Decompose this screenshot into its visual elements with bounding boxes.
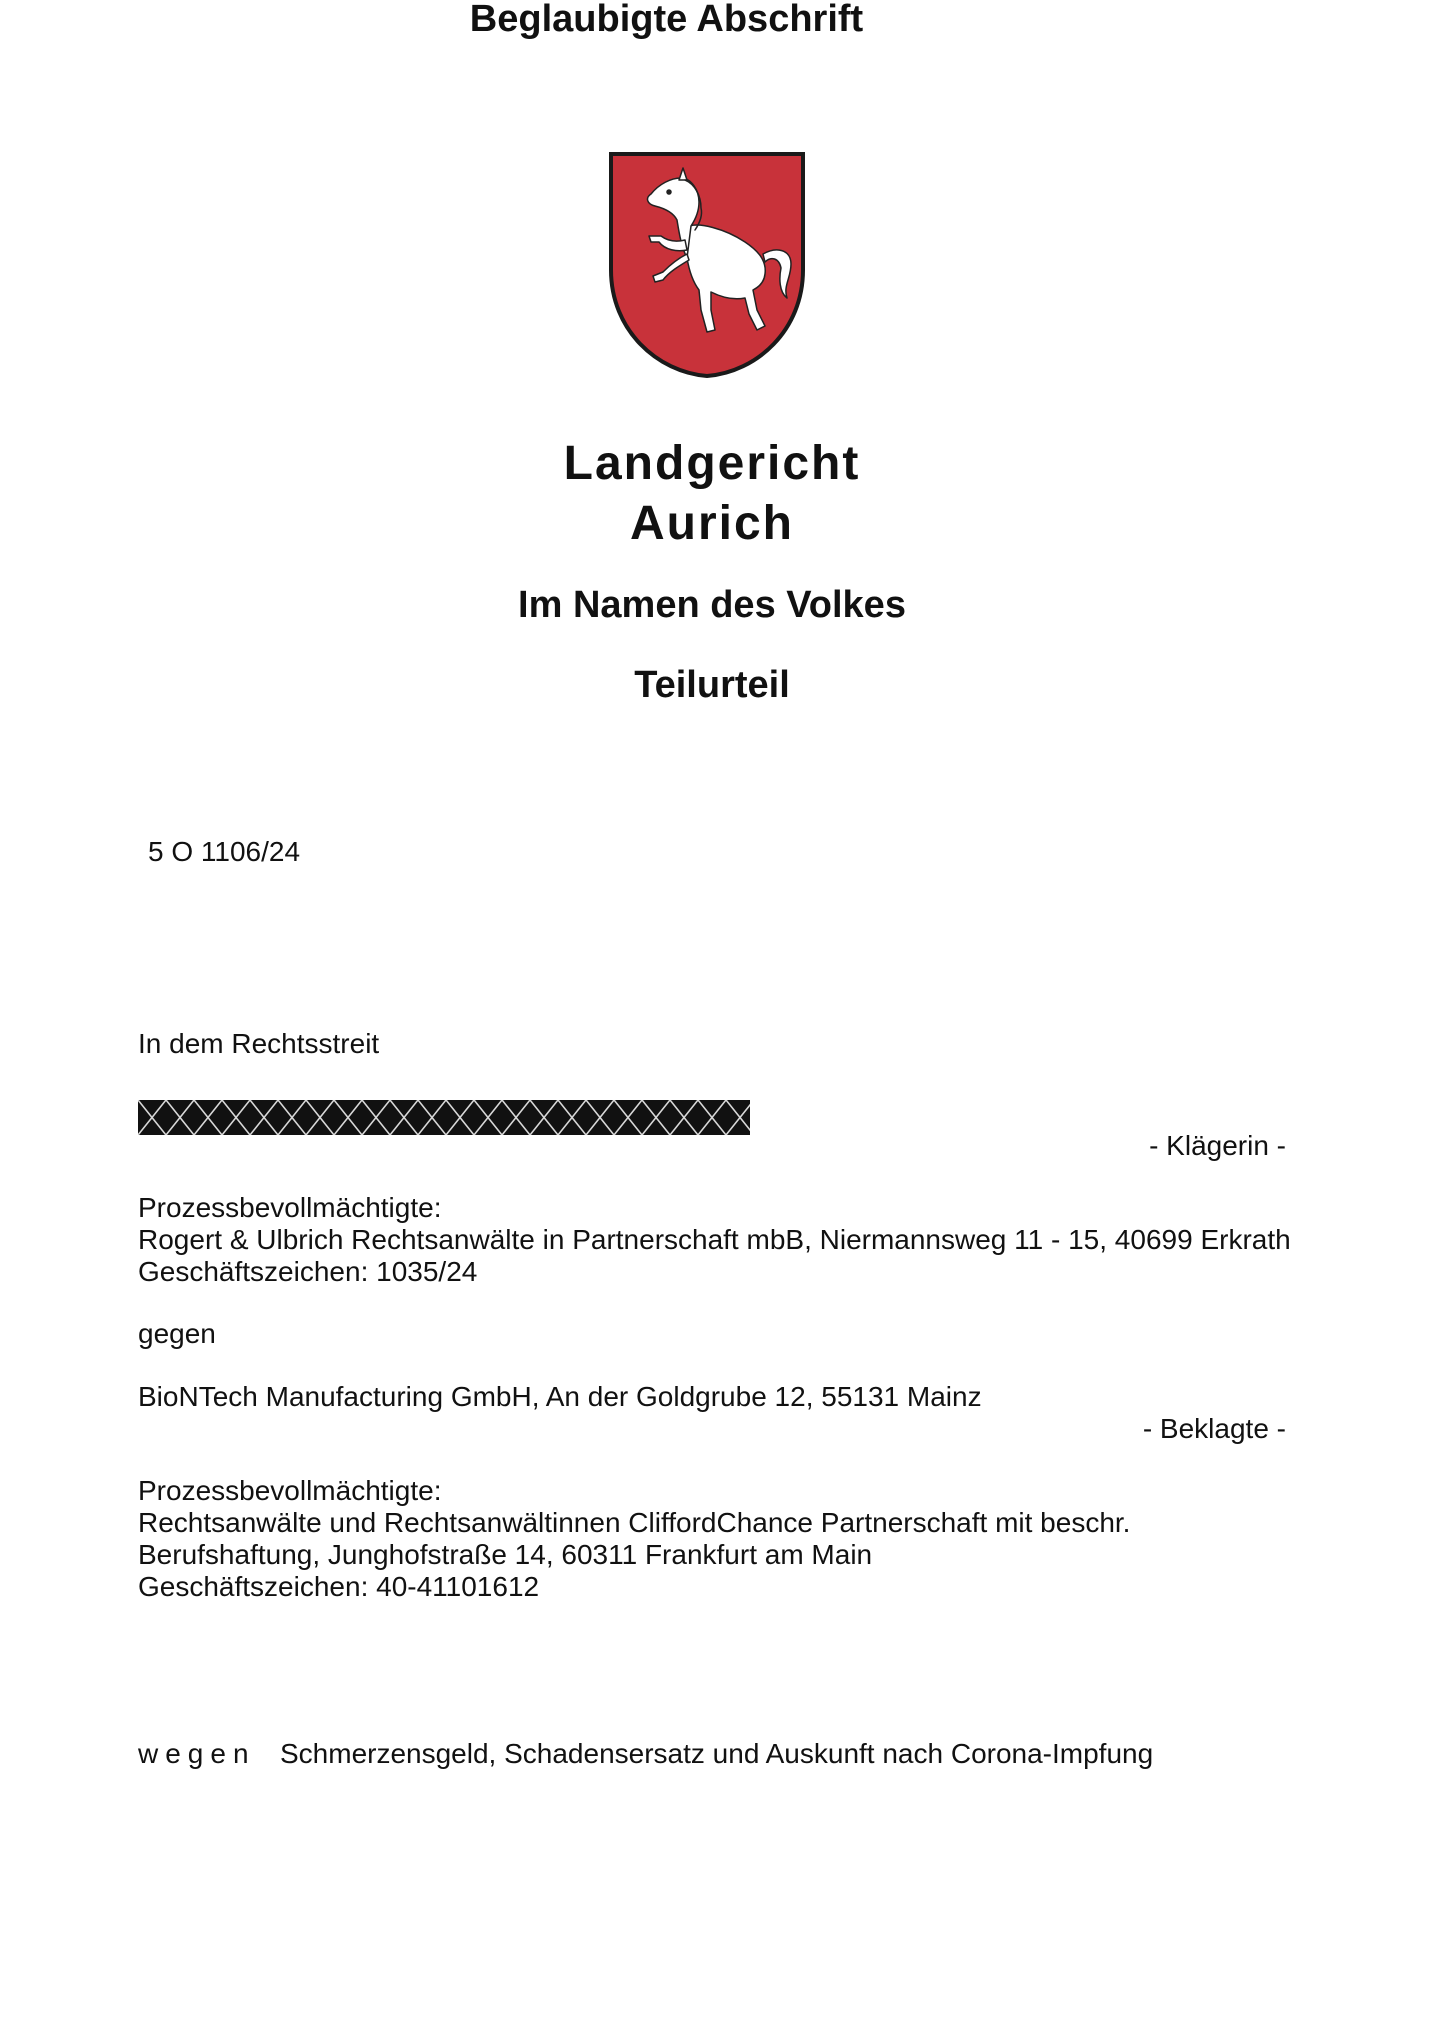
subject-label: wegen: [138, 1738, 256, 1769]
document-header-title: Beglaubigte Abschrift: [469, 0, 864, 40]
defendant-counsel-line2: Berufshaftung, Junghofstraße 14, 60311 Frankfurt am Main: [138, 1539, 873, 1570]
defendant-reference: Geschäftszeichen: 40-41101612: [138, 1571, 540, 1602]
proceedings-intro: In dem Rechtsstreit: [138, 1028, 380, 1059]
lower-saxony-horse-crest-icon: [607, 150, 807, 380]
plaintiff-counsel: Rogert & Ulbrich Rechtsanwälte in Partnerschaft mbB, Niermannsweg 11 - 15, 40699 Erkrath: [138, 1224, 1291, 1255]
plaintiff-counsel-label: Prozessbevollmächtigte:: [138, 1192, 442, 1223]
defendant: BioNTech Manufacturing GmbH, An der Goldgrube 12, 55131 Mainz: [138, 1381, 982, 1412]
court-name-line1: Landgericht: [563, 437, 861, 490]
in-the-name-of-the-people: Im Namen des Volkes: [518, 584, 906, 626]
defendant-counsel-line1: Rechtsanwälte und Rechtsanwältinnen CliffordChance Partnerschaft mit beschr.: [138, 1507, 1131, 1538]
redacted-plaintiff-name: [138, 1100, 750, 1135]
defendant-counsel-label: Prozessbevollmächtigte:: [138, 1475, 442, 1506]
court-name-line2: Aurich: [629, 497, 794, 550]
case-file-number: 5 O 1106/24: [148, 836, 301, 867]
plaintiff-reference: Geschäftszeichen: 1035/24: [138, 1256, 478, 1287]
versus-label: gegen: [138, 1318, 216, 1349]
plaintiff-role: - Klägerin -: [1149, 1130, 1286, 1161]
defendant-role: - Beklagte -: [1142, 1413, 1286, 1444]
subject-text: Schmerzensgeld, Schadensersatz und Auskunft nach Corona-Impfung: [280, 1738, 1154, 1769]
judgment-type: Teilurteil: [634, 664, 790, 706]
